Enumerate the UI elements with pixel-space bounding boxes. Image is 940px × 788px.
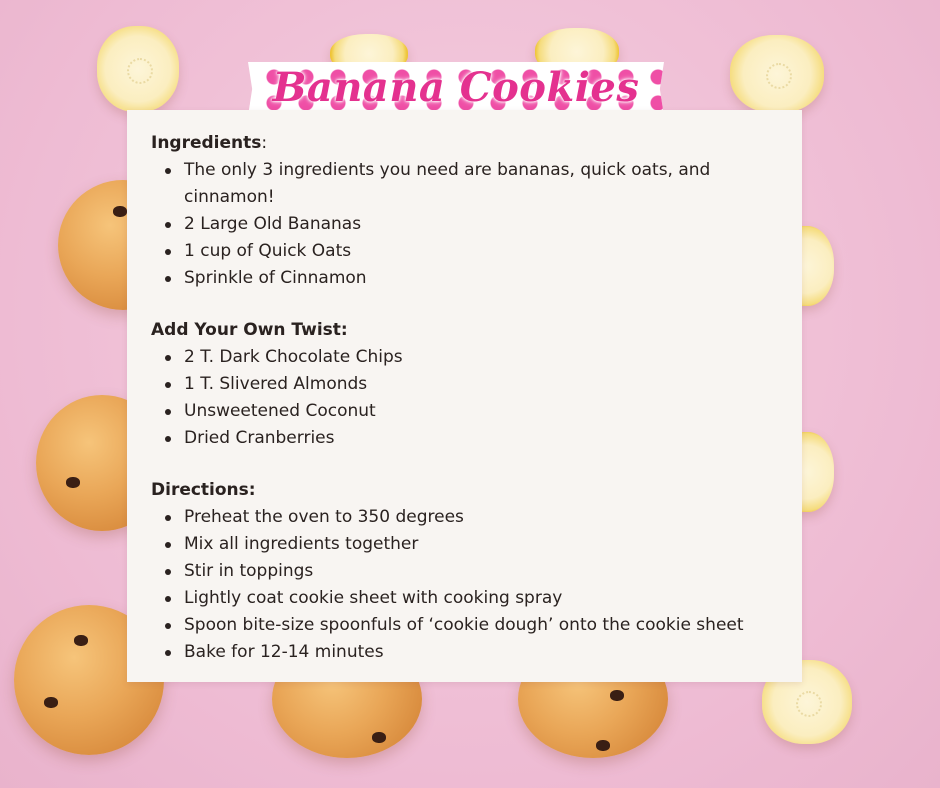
list-item: Bake for 12-14 minutes bbox=[184, 639, 781, 666]
list-item: Preheat the oven to 350 degrees bbox=[184, 504, 781, 531]
directions-list bbox=[151, 504, 781, 666]
ingredients-list bbox=[151, 157, 781, 292]
recipe-card bbox=[127, 110, 802, 682]
ingredients-heading-text: Ingredients bbox=[151, 133, 262, 153]
list-item: Stir in toppings bbox=[184, 558, 781, 585]
list-item: Mix all ingredients together bbox=[184, 531, 781, 558]
twist-section bbox=[151, 317, 781, 452]
ingredients-section bbox=[151, 130, 781, 292]
list-item: 1 T. Slivered Almonds bbox=[184, 371, 781, 398]
list-item: 2 Large Old Bananas bbox=[184, 211, 781, 238]
banana-slice-image bbox=[97, 26, 179, 112]
recipe-title: Banana Cookies bbox=[272, 63, 640, 111]
ingredients-heading bbox=[151, 130, 781, 157]
banana-slice-image bbox=[730, 35, 824, 113]
ingredients-heading-colon: : bbox=[261, 133, 268, 153]
list-item: Dried Cranberries bbox=[184, 425, 781, 452]
list-item: The only 3 ingredients you need are bananas, quick oats, and cinnamon! bbox=[184, 157, 781, 211]
twist-list bbox=[151, 344, 781, 452]
twist-heading: Add Your Own Twist: bbox=[151, 320, 348, 340]
directions-section bbox=[151, 477, 781, 666]
directions-heading: Directions: bbox=[151, 480, 256, 500]
list-item: Sprinkle of Cinnamon bbox=[184, 265, 781, 292]
recipe-content bbox=[151, 130, 781, 666]
list-item: Lightly coat cookie sheet with cooking spray bbox=[184, 585, 781, 612]
list-item: Unsweetened Coconut bbox=[184, 398, 781, 425]
list-item: Spoon bite-size spoonfuls of ‘cookie dough’ onto the cookie sheet bbox=[184, 612, 781, 639]
list-item: 1 cup of Quick Oats bbox=[184, 238, 781, 265]
list-item: 2 T. Dark Chocolate Chips bbox=[184, 344, 781, 371]
